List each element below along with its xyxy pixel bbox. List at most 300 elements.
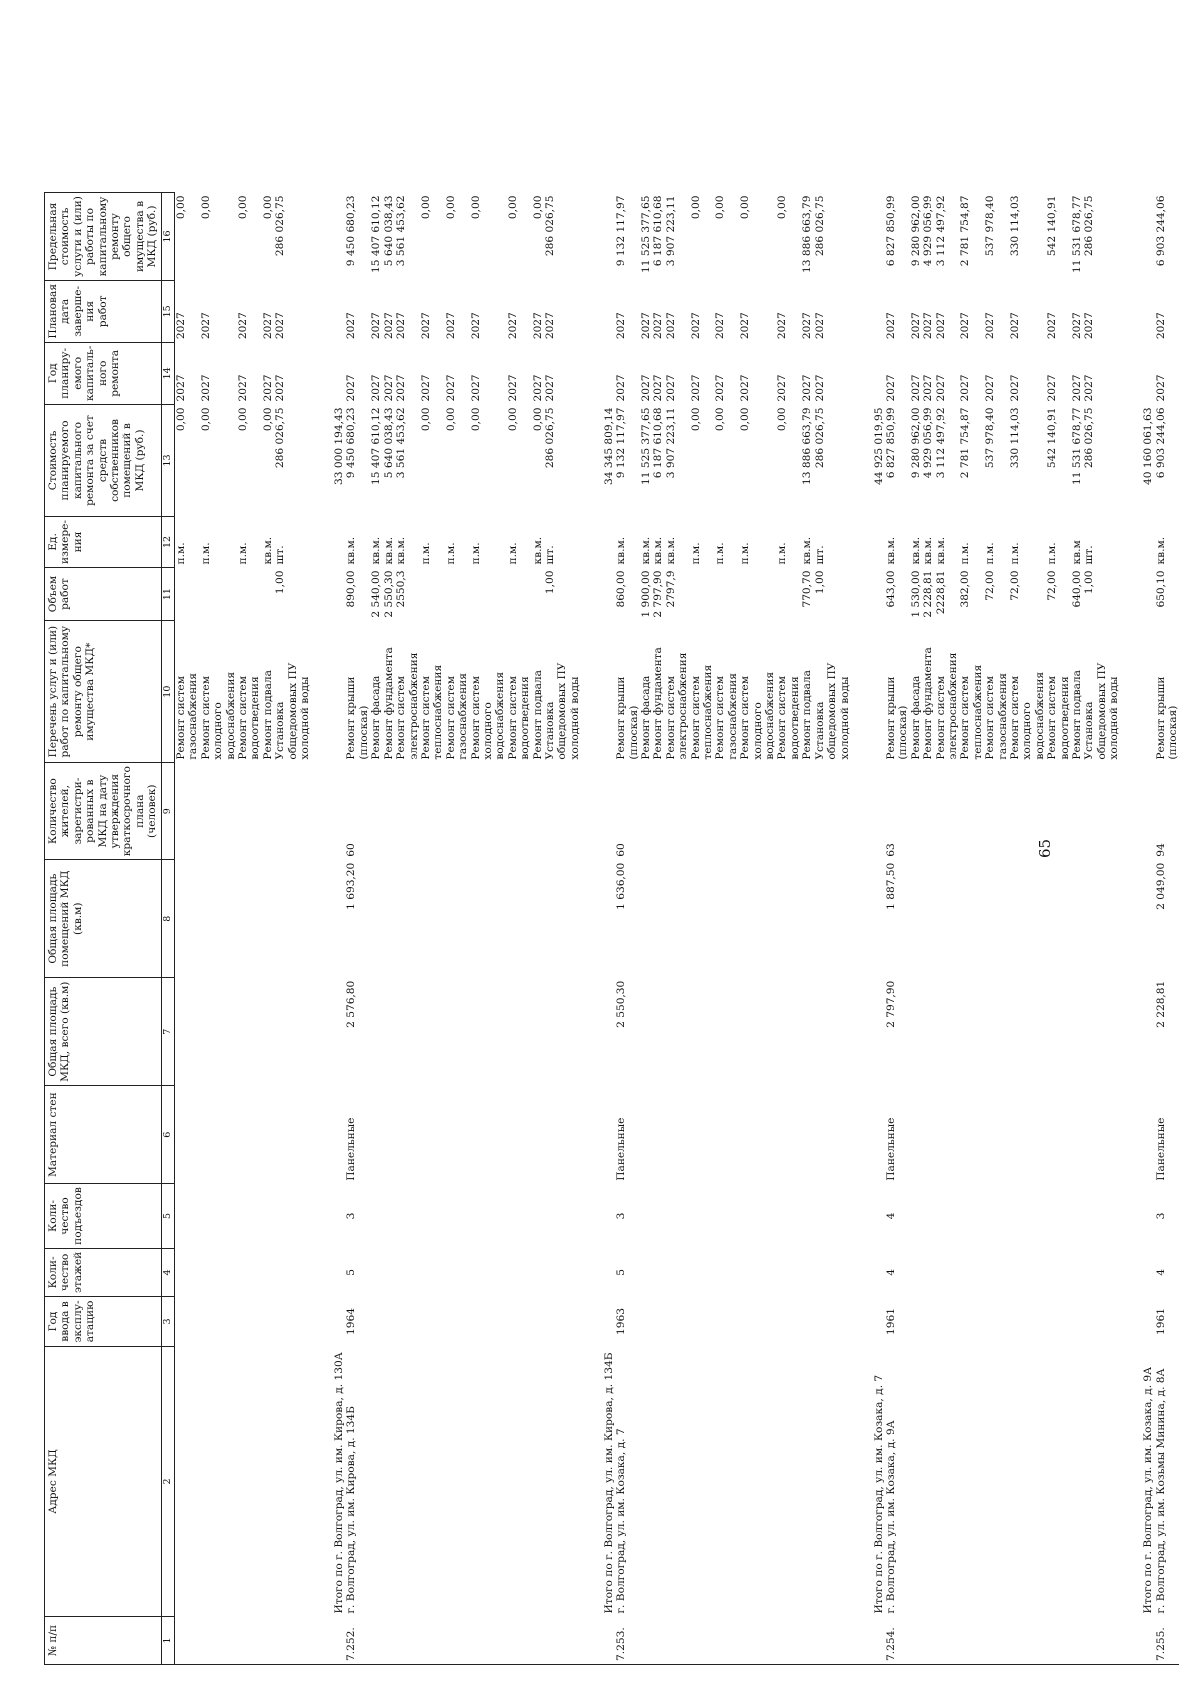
cell-col-16: 286 026,75 (813, 195, 826, 257)
cell-col-13: 6 187 610,68 (652, 407, 665, 479)
cell-col-9: 94 (1154, 843, 1167, 857)
cell-col-13: 0,00 (199, 407, 212, 432)
cell-col-15: 2027 (1046, 312, 1059, 340)
cell-col-12: п.м. (199, 542, 212, 565)
column-header: Перечень услуг и (или) работ по капитальному ремонту общего имущества МКД* (45, 621, 162, 763)
column-number: 4 (162, 1248, 175, 1296)
cell-col-10: Ремонт крыши (плоская) (884, 676, 910, 760)
cell-col-15: 2027 (922, 312, 935, 340)
work-row (1083, 192, 1120, 1664)
cell-col-13: 0,00 (175, 407, 187, 432)
cell-col-12: кв.м. (370, 536, 383, 565)
work-row (959, 192, 984, 1664)
cell-col-12: кв.м. (801, 536, 814, 565)
cell-col-13: 286 026,75 (543, 407, 556, 469)
cell-col-13: 34 345 809,14 (602, 407, 615, 485)
column-number: 2 (162, 1347, 175, 1617)
cell-col-12: кв.м. (395, 536, 408, 565)
cell-col-5: 3 (615, 1212, 628, 1220)
column-number: 14 (162, 342, 175, 404)
cell-col-14: 2027 (922, 374, 935, 402)
cell-col-16: 0,00 (199, 195, 212, 220)
cell-col-10: Установка общедомовых ПУ холодной воды (813, 662, 851, 760)
work-row (420, 192, 445, 1664)
cell-col-14: 2027 (261, 374, 274, 402)
work-row (984, 192, 1009, 1664)
total-row (581, 192, 615, 1664)
column-number: 3 (162, 1297, 175, 1347)
column-header: Материал стен (45, 1086, 162, 1184)
cell-col-16: 3 112 497,92 (934, 195, 947, 267)
cell-col-11: 382,00 (959, 570, 972, 608)
cell-col-13: 3 112 497,92 (934, 407, 947, 479)
cell-col-9: 60 (345, 843, 358, 857)
cell-col-10: Ремонт систем электроснабжения (664, 652, 690, 760)
cell-col-13: 9 280 962,00 (909, 407, 922, 479)
cell-col-16: 286 026,75 (543, 195, 556, 257)
cell-col-15: 2027 (1071, 312, 1083, 340)
cell-col-16: 2 781 754,87 (959, 195, 972, 267)
cell-col-12: шт. (1083, 545, 1096, 565)
column-number: 8 (162, 860, 175, 978)
cell-col-14: 2027 (1071, 374, 1083, 402)
cell-col-2: Итого по г. Волгоград, ул. им. Козака, д. 7 (872, 1374, 885, 1614)
column-header: Общая площадь МКД, всего (кв.м) (45, 978, 162, 1086)
house-row (345, 192, 370, 1664)
cell-col-10: Ремонт крыши (плоская) (345, 676, 370, 760)
cell-col-13: 0,00 (776, 407, 789, 432)
cell-col-11: 2 550,30 (382, 570, 395, 618)
column-header: Плановая дата заверше-ния работ (45, 280, 162, 342)
column-header: Количество жителей, зарегистри-рованных в МКД на дату утверждения краткосрочного плана (человек) (45, 763, 162, 860)
cell-col-16: 4 929 056,99 (922, 195, 935, 267)
column-number: 9 (162, 763, 175, 860)
cell-col-15: 2027 (382, 312, 395, 340)
work-row (274, 192, 311, 1664)
cell-col-10: Установка общедомовых ПУ холодной воды (543, 662, 581, 760)
cell-col-12: кв.м. (261, 536, 274, 565)
cell-col-10: Ремонт систем холодного водоснабжения (199, 671, 237, 760)
work-row (640, 192, 652, 1664)
work-row (922, 192, 934, 1664)
cell-col-14: 2027 (959, 374, 972, 402)
cell-col-3: 1961 (1154, 1308, 1167, 1335)
work-row (652, 192, 664, 1664)
cell-col-14: 2027 (175, 374, 187, 402)
cell-col-1: 7.252. (345, 1617, 370, 1665)
cell-col-10: Ремонт фундамента (922, 647, 935, 760)
cell-col-15: 2027 (506, 312, 519, 340)
work-row (470, 192, 507, 1664)
house-row (885, 192, 910, 1664)
cell-col-13: 0,00 (739, 407, 752, 432)
cell-col-9: 63 (884, 843, 897, 857)
cell-col-12: кв.м. (922, 536, 935, 565)
cell-col-14: 2027 (370, 374, 383, 402)
cell-col-8: 1 887,50 (884, 862, 897, 910)
cell-col-16: 3 907 223,11 (664, 195, 677, 267)
cell-col-13: 6 827 850,99 (884, 407, 897, 479)
cell-col-13: 0,00 (261, 407, 274, 432)
cell-col-15: 2027 (615, 312, 628, 340)
cell-col-12: п.м. (959, 542, 972, 565)
cell-col-16: 0,00 (175, 195, 187, 220)
work-row (395, 192, 420, 1664)
cell-col-14: 2027 (395, 374, 408, 402)
cell-col-11: 640,00 (1071, 570, 1083, 608)
cell-col-12: кв.м. (934, 536, 947, 565)
cell-col-8: 1 636,00 (615, 862, 628, 910)
cell-col-13: 3 561 453,62 (395, 407, 408, 479)
cell-col-14: 2027 (531, 374, 544, 402)
work-row (690, 192, 715, 1664)
cell-col-12: кв.м (1071, 540, 1083, 565)
cell-col-15: 2027 (345, 312, 358, 340)
cell-col-14: 2027 (444, 374, 457, 402)
cell-col-15: 2027 (199, 312, 212, 340)
column-header: Адрес МКД (45, 1347, 162, 1617)
cell-col-15: 2027 (776, 312, 789, 340)
work-row (739, 192, 776, 1664)
column-number-row (162, 192, 175, 1664)
work-row (801, 192, 813, 1664)
cell-col-14: 2027 (640, 374, 652, 402)
cell-col-15: 2027 (640, 312, 652, 340)
cell-col-16: 6 187 610,68 (652, 195, 665, 267)
cell-col-13: 286 026,75 (274, 407, 287, 469)
cell-col-12: кв.м. (615, 536, 628, 565)
cell-col-14: 2027 (615, 374, 628, 402)
cell-col-12: кв.м. (664, 536, 677, 565)
work-row (1071, 192, 1083, 1664)
total-row (311, 192, 345, 1664)
cell-col-14: 2027 (543, 374, 556, 402)
cell-col-16: 5 640 038,43 (382, 195, 395, 267)
cell-col-12: п.м. (984, 542, 997, 565)
house-row (615, 192, 640, 1664)
cell-col-11: 2797,9 (664, 570, 677, 608)
cell-col-15: 2027 (801, 312, 814, 340)
cell-col-14: 2027 (984, 374, 997, 402)
cell-col-14: 2027 (909, 374, 922, 402)
cell-col-11: 890,00 (345, 570, 358, 608)
cell-col-14: 2027 (884, 374, 897, 402)
cell-col-6: Панельные (1154, 1117, 1167, 1181)
cell-col-13: 13 886 663,79 (801, 407, 814, 485)
cell-col-13: 9 450 680,23 (345, 407, 358, 479)
cell-col-12: кв.м. (531, 536, 544, 565)
cell-col-11: 2 228,81 (922, 570, 935, 618)
cell-col-12: п.м. (175, 542, 187, 565)
cell-col-10: Ремонт систем водоотведения (776, 676, 801, 760)
cell-col-15: 2027 (469, 312, 482, 340)
table-body (175, 192, 1180, 1664)
cell-col-14: 2027 (469, 374, 482, 402)
cell-col-12: п.м. (739, 542, 752, 565)
cell-col-15: 2027 (237, 312, 250, 340)
cell-col-16: 11 525 377,65 (640, 195, 652, 273)
column-number: 12 (162, 516, 175, 567)
cell-col-16: 0,00 (739, 195, 752, 220)
cell-col-16: 0,00 (444, 195, 457, 220)
column-number: 7 (162, 978, 175, 1086)
cell-col-16: 6 827 850,99 (884, 195, 897, 267)
cell-col-11: 2228,81 (934, 570, 947, 615)
cell-col-13: 0,00 (531, 407, 544, 432)
cell-col-16: 0,00 (506, 195, 519, 220)
cell-col-15: 2027 (813, 312, 826, 340)
cell-col-7: 2 797,90 (884, 980, 897, 1028)
cell-col-7: 2 228,81 (1154, 980, 1167, 1028)
cell-col-13: 0,00 (506, 407, 519, 432)
cell-col-15: 2027 (884, 312, 897, 340)
cell-col-13: 4 929 056,99 (922, 407, 935, 479)
cell-col-14: 2027 (813, 374, 826, 402)
cell-col-10: Ремонт систем холодного водоснабжения (739, 671, 777, 760)
cell-col-11: 770,70 (801, 570, 814, 608)
cell-col-12: п.м. (444, 542, 457, 565)
cell-col-15: 2027 (274, 312, 287, 340)
work-row (262, 192, 274, 1664)
cell-col-15: 2027 (664, 312, 677, 340)
work-row (383, 192, 395, 1664)
cell-col-14: 2027 (714, 374, 727, 402)
cell-col-12: кв.м. (884, 536, 897, 565)
cell-col-2: г. Волгоград, ул. им. Козака, д. 9А (884, 1420, 897, 1614)
work-row (1046, 192, 1071, 1664)
cell-col-10: Ремонт систем холодного водоснабжения (1008, 671, 1046, 760)
cell-col-15: 2027 (909, 312, 922, 340)
cell-col-1: 7.254. (885, 1617, 910, 1665)
cell-col-11: 72,00 (1046, 570, 1059, 601)
cell-col-13: 0,00 (419, 407, 432, 432)
column-number: 16 (162, 192, 175, 280)
cell-col-10: Ремонт систем водоотведения (237, 676, 262, 760)
cell-col-12: п.м. (1046, 542, 1059, 565)
cell-col-5: 3 (345, 1212, 358, 1220)
column-number: 5 (162, 1184, 175, 1249)
cell-col-11: 2550,3 (395, 570, 408, 608)
cell-col-11: 72,00 (984, 570, 997, 601)
cell-col-10: Ремонт систем водоотведения (1046, 676, 1071, 760)
cell-col-1: 7.255. (1155, 1617, 1180, 1665)
page-number: 65 (1036, 838, 1054, 859)
cell-col-13: 0,00 (689, 407, 702, 432)
cell-col-14: 2027 (1083, 374, 1096, 402)
cell-col-12: кв.м. (382, 536, 395, 565)
cell-col-12: кв.м. (1154, 536, 1167, 565)
cell-col-13: 286 026,75 (813, 407, 826, 469)
cell-col-13: 2 781 754,87 (959, 407, 972, 479)
column-header: Стоимость планируемого капитального ремонта за счет средств собственников помещений в МКД (руб.) (45, 404, 162, 516)
cell-col-13: 0,00 (444, 407, 457, 432)
cell-col-14: 2027 (776, 374, 789, 402)
cell-col-13: 6 903 244,06 (1154, 407, 1167, 479)
cell-col-3: 1963 (615, 1308, 628, 1335)
cell-col-16: 330 114,03 (1008, 195, 1021, 257)
work-row (714, 192, 739, 1664)
column-number: 10 (162, 621, 175, 763)
cell-col-10: Ремонт крыши (плоская) (615, 676, 640, 760)
column-number: 1 (162, 1617, 175, 1665)
cell-col-3: 1961 (884, 1308, 897, 1335)
cell-col-14: 2027 (1046, 374, 1059, 402)
column-number: 6 (162, 1086, 175, 1184)
cell-col-4: 5 (615, 1269, 628, 1276)
cell-col-16: 537 978,40 (984, 195, 997, 257)
cell-col-13: 0,00 (469, 407, 482, 432)
cell-col-16: 0,00 (419, 195, 432, 220)
cell-col-10: Ремонт систем водоотведения (506, 676, 532, 760)
cell-col-16: 13 886 663,79 (801, 195, 814, 273)
cell-col-15: 2027 (984, 312, 997, 340)
cell-col-16: 9 450 680,23 (345, 195, 358, 267)
cell-col-16: 0,00 (469, 195, 482, 220)
cell-col-10: Ремонт подвала (1071, 670, 1083, 760)
cell-col-7: 2 576,80 (345, 980, 358, 1028)
cell-col-12: п.м. (469, 542, 482, 565)
cell-col-15: 2027 (1154, 312, 1167, 340)
cell-col-11: 650,10 (1154, 570, 1167, 608)
cell-col-11: 1 900,00 (640, 570, 652, 618)
cell-col-13: 0,00 (237, 407, 250, 432)
cell-col-11: 2 540,00 (370, 570, 383, 618)
cell-col-13: 5 640 038,43 (382, 407, 395, 479)
work-row (544, 192, 581, 1664)
work-row (175, 192, 200, 1664)
cell-col-14: 2027 (506, 374, 519, 402)
cell-col-8: 2 049,00 (1154, 862, 1167, 910)
cell-col-16: 0,00 (261, 195, 274, 220)
column-header: Ед. измере-ния (45, 516, 162, 567)
cell-col-10: Ремонт систем электроснабжения (934, 652, 959, 760)
cell-col-11: 72,00 (1008, 570, 1021, 601)
cell-col-16: 9 132 117,97 (615, 195, 628, 267)
cell-col-15: 2027 (419, 312, 432, 340)
column-header: Объем работ (45, 567, 162, 620)
cell-col-5: 3 (1154, 1212, 1167, 1220)
cell-col-10: Ремонт фасада (370, 675, 383, 760)
cell-col-10: Ремонт фасада (640, 675, 652, 760)
cell-col-12: п.м. (1008, 542, 1021, 565)
work-row (370, 192, 382, 1664)
work-row (200, 192, 237, 1664)
cell-col-16: 0,00 (689, 195, 702, 220)
cell-col-13: 40 160 061,63 (1142, 407, 1155, 485)
cell-col-12: п.м. (776, 542, 789, 565)
cell-col-10: Ремонт систем теплоснабжения (419, 664, 445, 760)
total-row (851, 192, 885, 1664)
cell-col-16: 542 140,91 (1046, 195, 1059, 257)
cell-col-11: 860,00 (615, 570, 628, 608)
cell-col-11: 2 797,90 (652, 570, 665, 618)
cell-col-16: 286 026,75 (1083, 195, 1096, 257)
cell-col-12: п.м. (714, 542, 727, 565)
cell-col-10: Ремонт фасада (909, 675, 922, 760)
work-row (935, 192, 960, 1664)
cell-col-11: 1 530,00 (909, 570, 922, 618)
cell-col-14: 2027 (1154, 374, 1167, 402)
cell-col-13: 286 026,75 (1083, 407, 1096, 469)
work-row (1009, 192, 1046, 1664)
cell-col-14: 2027 (274, 374, 287, 402)
cell-col-10: Ремонт систем электроснабжения (395, 652, 420, 760)
cell-col-1: 7.253. (615, 1617, 640, 1665)
cell-col-15: 2027 (444, 312, 457, 340)
work-row (665, 192, 690, 1664)
cell-col-2: г. Волгоград, ул. им. Козака, д. 7 (615, 1428, 628, 1614)
cell-col-15: 2027 (652, 312, 665, 340)
cell-col-16: 6 903 244,06 (1154, 195, 1167, 267)
cell-col-13: 9 132 117,97 (615, 407, 628, 479)
cell-col-16: 3 561 453,62 (395, 195, 408, 267)
cell-col-16: 0,00 (531, 195, 544, 220)
cell-col-13: 330 114,03 (1008, 407, 1021, 469)
cell-col-15: 2027 (1008, 312, 1021, 340)
cell-col-15: 2027 (714, 312, 727, 340)
cell-col-13: 33 000 194,43 (333, 407, 346, 485)
cell-col-14: 2027 (689, 374, 702, 402)
cell-col-8: 1 693,20 (345, 862, 358, 910)
cell-col-2: Итого по г. Волгоград, ул. им. Кирова, д. 134Б (602, 1352, 615, 1614)
cell-col-15: 2027 (689, 312, 702, 340)
cell-col-15: 2027 (739, 312, 752, 340)
cell-col-14: 2027 (739, 374, 752, 402)
cell-col-14: 2027 (664, 374, 677, 402)
cell-col-11: 643,00 (884, 570, 897, 608)
cell-col-2: Итого по г. Волгоград, ул. им. Кирова, д. 130А (333, 1352, 346, 1614)
column-header: Общая площадь помещений МКД (кв.м) (45, 860, 162, 978)
cell-col-12: кв.м. (640, 536, 652, 565)
column-header: Год ввода в эксплу-атацию (45, 1297, 162, 1347)
cell-col-10: Ремонт фундамента (652, 647, 665, 760)
cell-col-6: Панельные (345, 1117, 358, 1181)
work-row (776, 192, 801, 1664)
cell-col-4: 5 (345, 1269, 358, 1276)
cell-col-16: 0,00 (237, 195, 250, 220)
cell-col-10: Ремонт подвала (261, 670, 274, 760)
cell-col-15: 2027 (531, 312, 544, 340)
column-number: 11 (162, 567, 175, 620)
cell-col-3: 1964 (345, 1308, 358, 1335)
cell-col-15: 2027 (175, 312, 187, 340)
cell-col-14: 2027 (934, 374, 947, 402)
cell-col-12: кв.м. (652, 536, 665, 565)
work-row (237, 192, 262, 1664)
cell-col-10: Ремонт фундамента (382, 647, 395, 760)
cell-col-12: п.м. (689, 542, 702, 565)
cell-col-16: 11 531 678,77 (1071, 195, 1083, 273)
cell-col-13: 537 978,40 (984, 407, 997, 469)
cell-col-10: Ремонт систем холодного водоснабжения (469, 671, 507, 760)
cell-col-12: кв.м. (345, 536, 358, 565)
cell-col-10: Ремонт крыши (плоская) (1154, 676, 1180, 760)
cell-col-6: Панельные (615, 1117, 628, 1181)
cell-col-11: 1,00 (813, 570, 826, 595)
work-row (507, 192, 532, 1664)
column-number: 13 (162, 404, 175, 516)
cell-col-2: г. Волгоград, ул. им. Кирова, д. 134Б (345, 1406, 358, 1614)
cell-col-2: г. Волгоград, ул. им. Козьмы Минина, д. 8А (1154, 1368, 1167, 1614)
work-row (532, 192, 544, 1664)
cell-col-13: 11 525 377,65 (640, 407, 652, 485)
cell-col-14: 2027 (345, 374, 358, 402)
cell-col-10: Ремонт подвала (801, 670, 814, 760)
cell-col-4: 4 (884, 1269, 897, 1276)
cell-col-13: 3 907 223,11 (664, 407, 677, 479)
cell-col-13: 44 925 019,95 (872, 407, 885, 485)
cell-col-11: 1,00 (1083, 570, 1096, 595)
